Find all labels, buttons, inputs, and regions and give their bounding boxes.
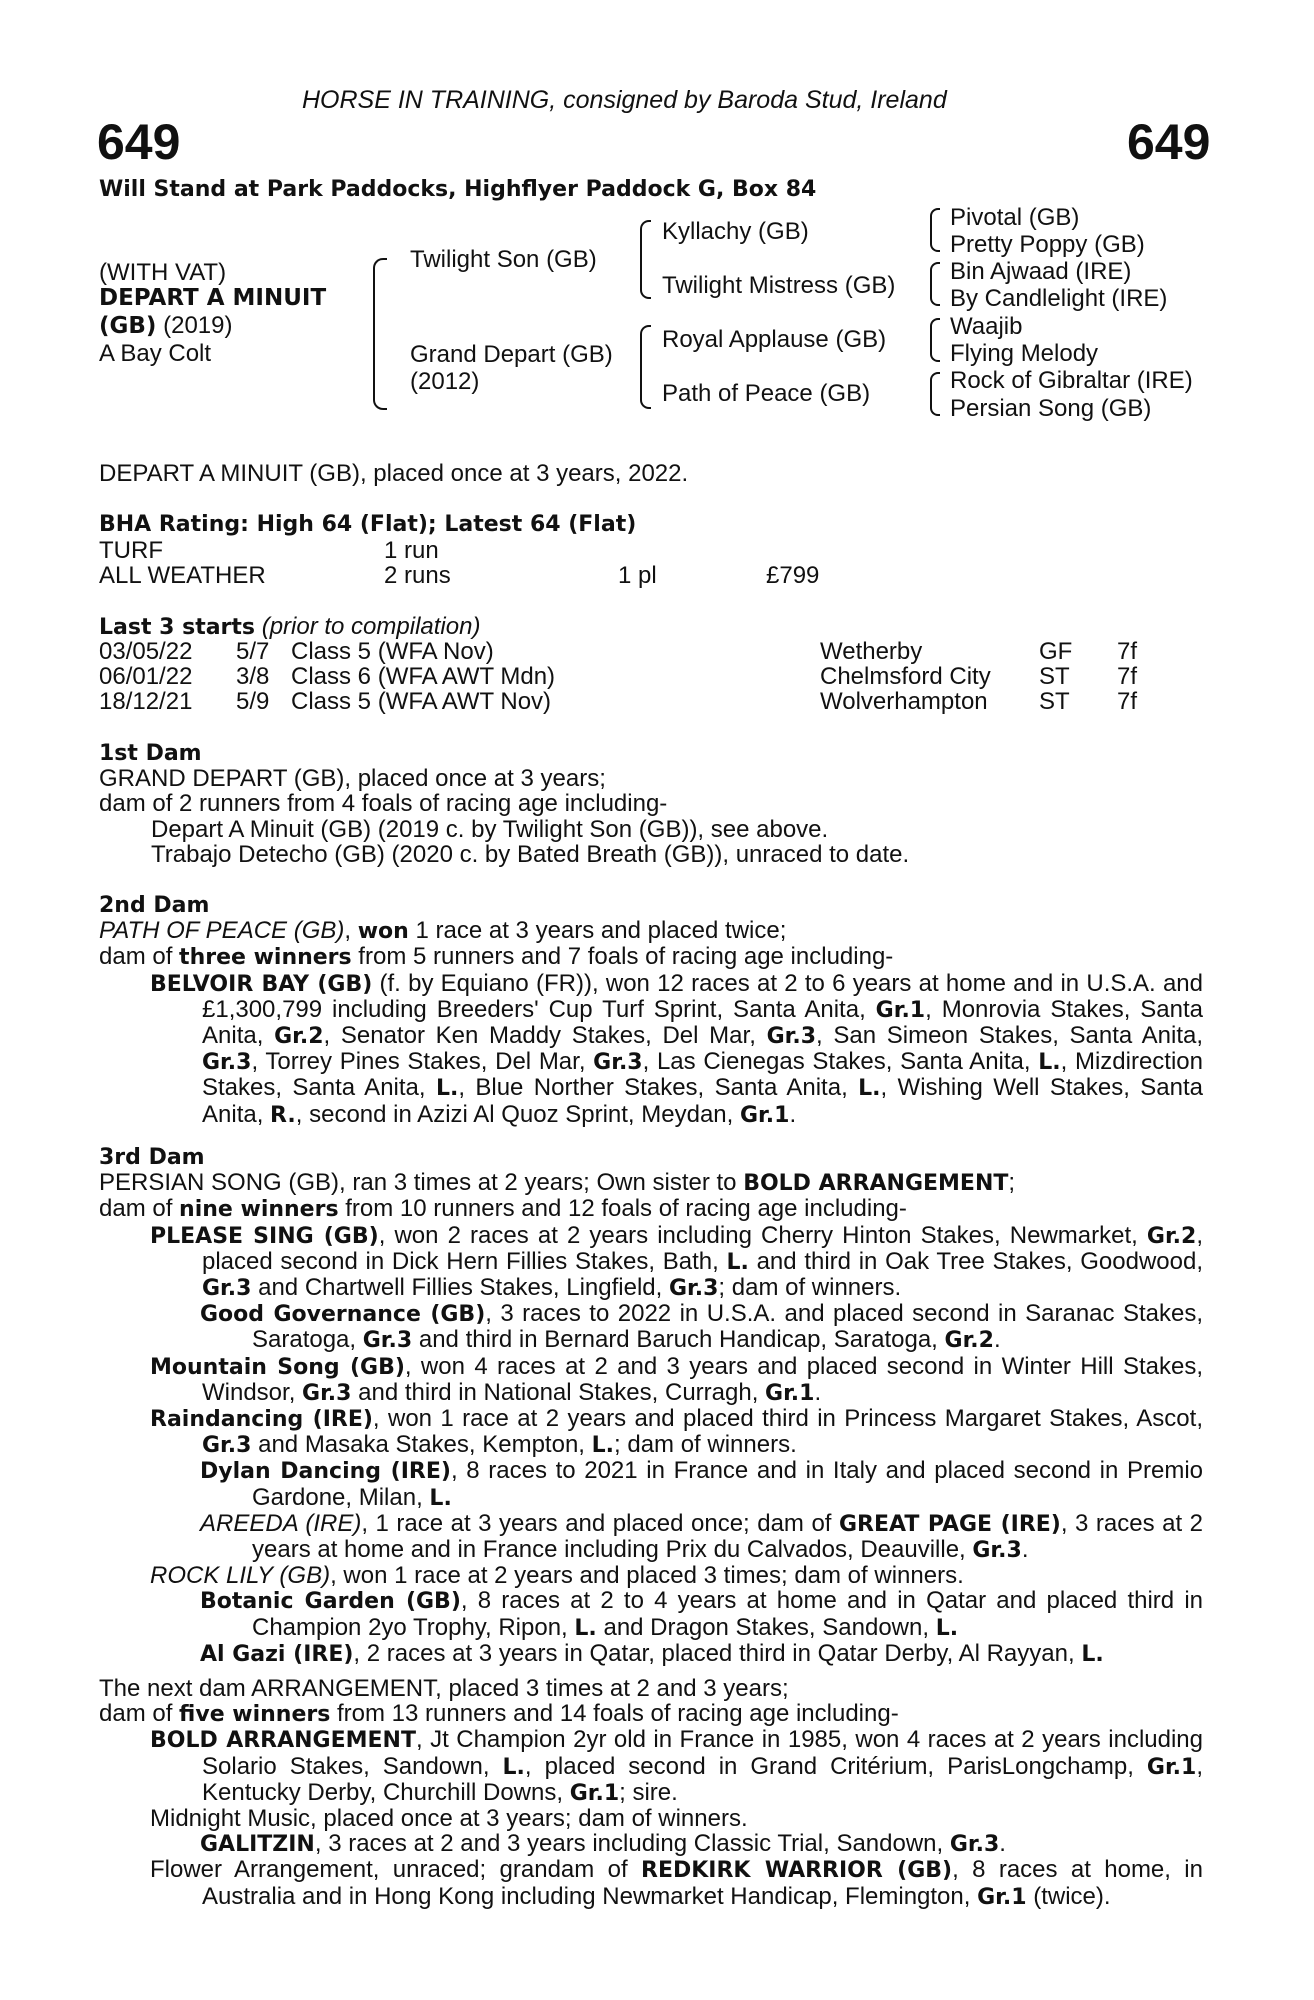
start-position: 3/8 xyxy=(236,663,270,690)
grade: Gr.2 xyxy=(1146,1223,1197,1249)
pedigree-brace-ds xyxy=(930,318,940,362)
produce-entry-areeda xyxy=(99,1511,1203,1563)
grade: Gr.1 xyxy=(765,1380,815,1406)
rating-turf-surface: TURF xyxy=(99,537,163,564)
text: dam of xyxy=(99,943,180,971)
pedigree-dsd: Flying Melody xyxy=(950,340,1099,367)
text: , 8 races at home, in Australia and in Hong Kong including Newmarket Handicap, Flemington, xyxy=(202,1856,1203,1910)
text: ; dam of winners. xyxy=(614,1431,797,1459)
lot-number-right: 649 xyxy=(1127,114,1211,170)
pedigree-sire-dam: Twilight Mistress (GB) xyxy=(662,272,896,299)
horse-name: DEPART A MINUIT xyxy=(99,285,327,311)
grade: L. xyxy=(1081,1641,1104,1667)
pedigree-brace-ss xyxy=(930,208,940,252)
text: and third in Bernard Baruch Handicap, Saratoga, xyxy=(412,1326,945,1354)
text: , San Simeon Stakes, Santa Anita, xyxy=(816,1022,1204,1050)
second-dam-section xyxy=(99,893,1203,1128)
horse-name: BOLD ARRANGEMENT xyxy=(150,1728,416,1754)
produce-entry-botanic-garden xyxy=(99,1588,1203,1640)
text: , 1 race at 3 years and placed once; dam of xyxy=(361,1509,839,1537)
start-date: 06/01/22 xyxy=(99,663,193,690)
grade: Gr.3 xyxy=(202,1276,252,1302)
start-going: GF xyxy=(1039,638,1073,665)
consignor-line: HORSE IN TRAINING, consigned by Baroda Stud, Ireland xyxy=(302,86,947,114)
start-position: 5/7 xyxy=(236,638,270,665)
pedigree-dam: Grand Depart (GB) xyxy=(410,341,613,368)
third-dam-heading: 3rd Dam xyxy=(99,1145,205,1170)
next-dam-line: The next dam ARRANGEMENT, placed 3 times at 2 and 3 years; xyxy=(99,1675,789,1702)
produce-entry-galitzin xyxy=(99,1831,1203,1857)
third-dam-section xyxy=(99,1145,1203,1667)
start-course: Chelmsford City xyxy=(820,663,991,690)
first-dam-section xyxy=(99,741,1203,867)
vat-note: (WITH VAT) xyxy=(99,259,227,286)
horse-country: (GB) xyxy=(99,313,157,339)
text: , Senator Ken Maddy Stakes, Del Mar, xyxy=(323,1022,767,1050)
text: , Jt Champion 2yr old in France in 1985, won 4 races at 2 years including Solario Stakes, Sandown, xyxy=(202,1726,1204,1780)
produce-entry-flower-arrangement xyxy=(99,1857,1203,1909)
text: , 3 races to 2022 in U.S.A. and placed second in Saranac Stakes, Saratoga, xyxy=(252,1300,1204,1354)
horse-year: (2019) xyxy=(163,312,233,339)
winners-count: five winners xyxy=(179,1702,331,1728)
lot-number-left: 649 xyxy=(97,114,181,170)
won-text: won xyxy=(357,919,409,945)
grade: L. xyxy=(435,1076,459,1102)
grade: Gr.3 xyxy=(202,1433,252,1459)
first-dam-line: GRAND DEPART (GB), placed once at 3 years; xyxy=(99,765,606,793)
text: ; sire. xyxy=(619,1778,678,1806)
grade: Gr.1 xyxy=(1146,1754,1197,1780)
winners-count: nine winners xyxy=(179,1197,339,1223)
produce-entry-raindancing xyxy=(99,1406,1203,1458)
start-distance: 7f xyxy=(1117,663,1138,690)
start-distance: 7f xyxy=(1117,688,1138,715)
grade: L. xyxy=(429,1485,452,1511)
rating-turf-runs: 1 run xyxy=(384,537,439,564)
text: PERSIAN SONG (GB), ran 3 times at 2 years; Own sister to xyxy=(99,1169,744,1197)
text: (f. by Equiano (FR)), won 12 races at 2 to 6 years at home and in U.S.A. and £1,300,799 including Breeders' Cup Turf Sprint, Santa Anita, xyxy=(202,969,1203,1023)
text: and third in National Stakes, Curragh, xyxy=(351,1378,766,1406)
rating-aw-surface: ALL WEATHER xyxy=(99,562,266,589)
pedigree-brace-main xyxy=(373,258,387,410)
second-dam-heading: 2nd Dam xyxy=(99,893,210,918)
start-course: Wetherby xyxy=(820,638,923,665)
start-date: 18/12/21 xyxy=(99,688,193,715)
pedigree-brace-dd xyxy=(930,372,940,416)
grade: L. xyxy=(858,1076,881,1102)
grade: Gr.3 xyxy=(668,1276,719,1302)
start-race: Class 5 (WFA Nov) xyxy=(291,638,494,665)
grade: R. xyxy=(270,1102,296,1128)
pedigree-brace-dam xyxy=(640,325,651,409)
horse-description: A Bay Colt xyxy=(99,340,212,367)
grade: Gr.1 xyxy=(740,1102,790,1128)
second-dam-produce-line xyxy=(99,944,1203,970)
start-course: Wolverhampton xyxy=(820,688,988,715)
text: , Blue Norther Stakes, Santa Anita, xyxy=(458,1074,859,1102)
text: from 10 runners and 12 foals of racing age including- xyxy=(338,1195,907,1223)
starts-title: Last 3 starts xyxy=(99,615,256,640)
text: , Mizdirection Stakes, Santa Anita, xyxy=(202,1048,1204,1102)
horse-name: GALITZIN xyxy=(200,1832,315,1858)
rating-aw-runs: 2 runs xyxy=(384,562,451,589)
horse-name: GREAT PAGE (IRE) xyxy=(839,1511,1061,1537)
grade: Gr.1 xyxy=(977,1884,1027,1910)
grade: Gr.1 xyxy=(875,997,926,1023)
text: , Wishing Well Stakes, Santa Anita, xyxy=(202,1074,1204,1128)
horse-name: REDKIRK WARRIOR (GB) xyxy=(641,1858,953,1884)
third-dam-produce-line xyxy=(99,1196,1203,1222)
text: , 3 races at 2 years at home and in France including Prix du Calvados, Deauville, xyxy=(252,1509,1204,1564)
horse-name: Al Gazi (IRE) xyxy=(200,1641,354,1667)
pedigree-dds: Rock of Gibraltar (IRE) xyxy=(950,367,1193,394)
horse-name: Good Governance (GB) xyxy=(200,1302,486,1328)
produce-entry-dylan-dancing xyxy=(99,1458,1203,1510)
second-dam-line xyxy=(99,918,1203,944)
second-dam-name: PATH OF PEACE (GB) xyxy=(99,917,345,945)
horse-name: Raindancing (IRE) xyxy=(150,1407,373,1433)
text: , second in Azizi Al Quoz Sprint, Meydan, xyxy=(295,1100,740,1128)
grade: L. xyxy=(935,1615,959,1641)
text: dam of xyxy=(99,1195,180,1223)
text: , placed second in Grand Critérium, ParisLongchamp, xyxy=(524,1752,1147,1780)
produce-entry-belvoir-bay xyxy=(99,971,1203,1128)
pedigree-brace-sire xyxy=(640,220,651,299)
text: , Las Cienegas Stakes, Santa Anita, xyxy=(642,1048,1039,1076)
grade: L. xyxy=(726,1249,749,1275)
next-dam-produce-line xyxy=(99,1701,1203,1727)
next-dam-section xyxy=(99,1676,1203,1910)
racing-summary: DEPART A MINUIT (GB), placed once at 3 years, 2022. xyxy=(99,460,689,487)
pedigree-sss: Pivotal (GB) xyxy=(950,204,1080,231)
text: , Kentucky Derby, Churchill Downs, xyxy=(202,1752,1203,1806)
grade: Gr.3 xyxy=(972,1538,1022,1564)
horse-name: BELVOIR BAY (GB) xyxy=(150,971,373,997)
grade: Gr.3 xyxy=(766,1024,816,1050)
text: ; dam of winners. xyxy=(718,1274,902,1302)
text: ; xyxy=(1008,1169,1016,1197)
grade: L. xyxy=(502,1754,525,1780)
pedigree-brace-sd xyxy=(930,262,940,306)
produce-entry-mountain-song xyxy=(99,1354,1203,1406)
text: . xyxy=(789,1100,797,1128)
text: (twice). xyxy=(1026,1882,1111,1910)
produce-entry: Trabajo Detecho (GB) (2020 c. by Bated Breath (GB)), unraced to date. xyxy=(151,840,910,868)
text: , won 1 race at 2 years and placed third in Princess Margaret Stakes, Ascot, xyxy=(372,1405,1203,1433)
stand-location: Will Stand at Park Paddocks, Highflyer Paddock G, Box 84 xyxy=(99,177,817,202)
pedigree-ddd: Persian Song (GB) xyxy=(950,395,1152,422)
bha-rating: BHA Rating: High 64 (Flat); Latest 64 (Flat) xyxy=(99,512,637,537)
text: and Masaka Stakes, Kempton, xyxy=(251,1431,592,1459)
start-going: ST xyxy=(1039,688,1070,715)
grade: Gr.2 xyxy=(274,1024,324,1050)
starts-note: (prior to compilation) xyxy=(261,613,481,640)
text: Flower Arrangement, unraced; grandam of xyxy=(150,1856,642,1884)
horse-name: PLEASE SING (GB) xyxy=(150,1223,379,1249)
text: from 13 runners and 14 foals of racing age including- xyxy=(330,1700,899,1728)
pedigree-sds: Bin Ajwaad (IRE) xyxy=(950,258,1132,285)
produce-entry-al-gazi xyxy=(99,1641,1203,1667)
text: and Dragon Stakes, Sandown, xyxy=(596,1613,936,1641)
rating-aw-prize: £799 xyxy=(766,562,820,589)
text: dam of xyxy=(99,1700,180,1728)
produce-entry-please-sing xyxy=(99,1223,1203,1302)
text: , won 1 race at 2 years and placed 3 times; dam of winners. xyxy=(330,1562,964,1590)
grade: Gr.1 xyxy=(569,1780,620,1806)
start-race: Class 6 (WFA AWT Mdn) xyxy=(291,663,556,690)
produce-entry-good-governance xyxy=(99,1301,1203,1353)
sep: , xyxy=(344,917,358,945)
text: , placed second in Dick Hern Fillies Stakes, Bath, xyxy=(202,1221,1204,1275)
horse-name: Dylan Dancing (IRE) xyxy=(200,1459,451,1485)
winners-count: three winners xyxy=(179,945,352,971)
text: , won 2 races at 2 years including Cherry Hinton Stakes, Newmarket, xyxy=(378,1221,1147,1249)
text: . xyxy=(993,1326,1001,1354)
produce-entry: Depart A Minuit (GB) (2019 c. by Twilight Son (GB)), see above. xyxy=(151,815,829,843)
pedigree-dss: Waajib xyxy=(950,313,1023,340)
produce-entry-bold-arrangement xyxy=(99,1727,1203,1806)
text: Midnight Music, placed once at 3 years; dam of winners. xyxy=(150,1805,748,1833)
text: , 8 races to 2021 in France and in Italy and placed second in Premio Gardone, Milan, xyxy=(252,1457,1203,1511)
first-dam-heading: 1st Dam xyxy=(99,741,202,766)
text: and Chartwell Fillies Stakes, Lingfield, xyxy=(251,1274,669,1302)
starts-heading xyxy=(99,615,480,639)
grade: Gr.3 xyxy=(302,1380,352,1406)
text: and third in Oak Tree Stakes, Goodwood, xyxy=(748,1247,1204,1275)
third-dam-line xyxy=(99,1170,1203,1196)
horse-name: Mountain Song (GB) xyxy=(150,1354,405,1380)
text: . xyxy=(1021,1536,1029,1564)
pedigree-dam-sire: Royal Applause (GB) xyxy=(662,326,887,353)
start-distance: 7f xyxy=(1117,638,1138,665)
start-position: 5/9 xyxy=(236,688,270,715)
grade: Gr.2 xyxy=(944,1328,994,1354)
text: , 8 races at 2 to 4 years at home and in Qatar and placed third in Champion 2yo Trophy, Ripon, xyxy=(252,1587,1204,1641)
horse-name: BOLD ARRANGEMENT xyxy=(743,1171,1009,1197)
start-going: ST xyxy=(1039,663,1070,690)
grade: L. xyxy=(574,1615,597,1641)
horse-country-year xyxy=(99,314,232,338)
produce-entry-rock-lily xyxy=(99,1563,1203,1588)
produce-entry-midnight-music xyxy=(99,1806,1203,1831)
text: , Monrovia Stakes, Santa Anita, xyxy=(202,995,1203,1050)
grade: L. xyxy=(1038,1050,1061,1076)
text: . xyxy=(999,1830,1006,1858)
pedigree-sire: Twilight Son (GB) xyxy=(410,246,597,273)
text: from 5 runners and 7 foals of racing age including- xyxy=(351,943,894,971)
start-date: 03/05/22 xyxy=(99,638,193,665)
pedigree-dam-dam: Path of Peace (GB) xyxy=(662,380,871,407)
text: , won 4 races at 2 and 3 years and placed second in Winter Hill Stakes, Windsor, xyxy=(202,1352,1203,1406)
horse-name: Botanic Garden (GB) xyxy=(200,1589,461,1615)
text: , Torrey Pines Stakes, Del Mar, xyxy=(251,1048,594,1076)
text: . xyxy=(814,1378,822,1406)
first-dam-produce-line: dam of 2 runners from 4 foals of racing age including- xyxy=(99,790,668,818)
start-race: Class 5 (WFA AWT Nov) xyxy=(291,688,552,715)
grade: Gr.3 xyxy=(362,1328,413,1354)
grade: L. xyxy=(591,1433,615,1459)
grade: Gr.3 xyxy=(949,1832,1000,1858)
grade: Gr.3 xyxy=(593,1050,643,1076)
text: , 2 races at 3 years in Qatar, placed third in Qatar Derby, Al Rayyan, xyxy=(353,1639,1082,1667)
pedigree-sdd: By Candlelight (IRE) xyxy=(950,285,1168,312)
rating-aw-placed: 1 pl xyxy=(618,562,657,589)
horse-name: AREEDA (IRE) xyxy=(200,1509,362,1537)
pedigree-sire-sire: Kyllachy (GB) xyxy=(662,218,809,245)
pedigree-ssd: Pretty Poppy (GB) xyxy=(950,231,1145,258)
pedigree-dam-year: (2012) xyxy=(410,368,480,395)
horse-name: ROCK LILY (GB) xyxy=(150,1562,331,1590)
text: , 3 races at 2 and 3 years including Classic Trial, Sandown, xyxy=(314,1830,950,1858)
text: 1 race at 3 years and placed twice; xyxy=(408,917,787,945)
grade: Gr.3 xyxy=(202,1050,252,1076)
